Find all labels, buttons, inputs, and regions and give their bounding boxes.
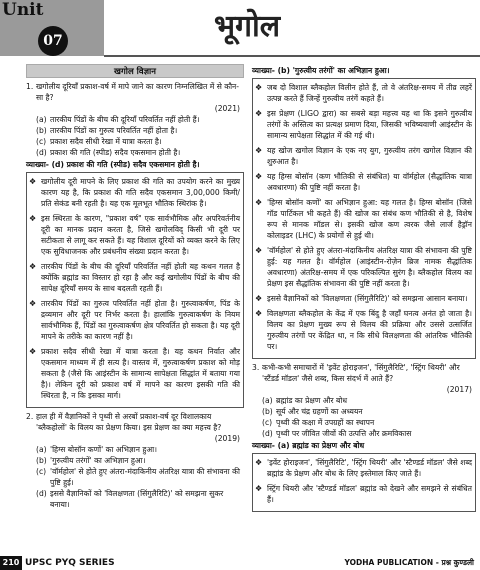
option: (d) प्रकाश की गति (स्पीड) सदैव एकसमान होती है। <box>36 148 181 157</box>
explanation-bullet: ❖ 'वॉर्महोल' से होते हुए अंतरा-मंदाकिनीय अंतरिक्ष यात्रा की संभावना की पुष्टि हुई: यह गलत है। वॉर्महोल (आइंस्टीन-रोज़ेन ब्रिज नामक सैद्धांतिक अवधारणा) अंतरिक्ष-समय में एक परिकल्पित सुरंग है। ब्लैकहोल विलय का प्रेक्षण इस सैद्धांतिक संभावना की पुष्टि नहीं करता है। <box>255 246 472 288</box>
option: (d) इससे वैज्ञानिकों को 'विलक्षणता (सिंगुलैरिटि)' को समझना सुकर बनाया। <box>36 489 224 509</box>
diamond-bullet-icon: ❖ <box>255 484 263 493</box>
option: (b) 'गुरुत्वीय तरंगों' का अभिज्ञान हुआ। <box>36 456 146 465</box>
question-1 <box>26 81 244 408</box>
question-year: (2019) <box>214 434 240 443</box>
page-footer <box>0 556 480 570</box>
answer-line: व्याख्या- (b) 'गुरुत्वीय तरंगों' का अभिज्ञान हुआ। <box>252 66 390 75</box>
explanation-bullet: ❖ विलक्षणता ब्लैकहोल के केंद्र में एक बिंदु है जहाँ घनत्व अनंत हो जाता है। विलय का प्रेक्षण मुख्य रूप से विलय की प्रक्रिया और उससे उत्सर्जित गुरुत्वीय तरंगों पर केंद्रित था, न कि सीधे विलक्षणता की आंतरिक भौतिकी पर। <box>255 309 472 351</box>
diamond-bullet-icon: ❖ <box>255 109 263 118</box>
question-text: कभी-कभी समाचारों में 'इवेंट होराइजन', 'सिंगुलैरिटि', 'स्ट्रिंग थियरी' और 'स्टैंडर्ड मॉडल' जैसे शब्द, किस संदर्भ में आते हैं? <box>262 363 460 383</box>
diamond-bullet-icon: ❖ <box>255 172 263 181</box>
publisher-name: YODHA PUBLICATION - प्रश्न कुण्डली <box>344 558 474 567</box>
question-year: (2017) <box>446 385 472 394</box>
explanation-bullet: ❖ 'इवेंट होराइजन', 'सिंगुलैरिटि', 'स्ट्रिंग थियरी' और 'स्टैण्डर्ड मॉडल' जैसे शब्द ब्रह्मांड के प्रेक्षण और बोध के लिए इस्तेमाल किए जाते हैं। <box>255 458 472 478</box>
diamond-bullet-icon: ❖ <box>255 309 263 318</box>
explanation-bullet: ❖ प्रकाश सदैव सीधी रेखा में यात्रा करता है। यह कथन निर्वात और एकसमान माध्यम में ही सत्य है। वास्तव में, गुरुत्वाकर्षण प्रकाश को मोड़ सकता है (जैसे कि आइंस्टीन के सामान्य सापेक्षता सिद्धांत में बताया गया है)। लेकिन दूरी को प्रकाश वर्ष में मापने का कारण इसकी गति की स्थिरता है, न कि इसका मार्ग। <box>29 347 240 400</box>
question-number: 1. <box>26 82 34 91</box>
explanation-bullet: ❖ इससे वैज्ञानिकों को 'विलक्षणता (सिंगुलैरिटि)' को समझना आसान बनाया। <box>255 294 468 303</box>
question-2 <box>26 411 244 510</box>
diamond-bullet-icon: ❖ <box>255 83 263 92</box>
explanation-bullet: ❖ इस स्थिरता के कारण, "प्रकाश वर्ष" एक सार्वभौमिक और अपरिवर्तनीय दूरी का मानक प्रदान करता है, जिसे खगोलविद् किसी भी दूरी पर सटीकता से लागू कर सकते हैं। यह विशाल दूरियों को व्यक्त करने के लिए एक सुविधाजनक और प्रबंधनीय संख्या प्रदान करता है। <box>29 214 240 256</box>
diamond-bullet-icon: ❖ <box>255 246 263 255</box>
section-title: खगोल विज्ञान <box>26 64 244 78</box>
explanation-box <box>26 172 244 408</box>
option: (a) ब्रह्मांड का प्रेक्षण और बोध <box>262 396 348 405</box>
diamond-bullet-icon: ❖ <box>29 262 37 271</box>
answer-line: व्याख्या- (d) प्रकाश की गति (स्पीड) सदैव एकसमान होती है। <box>26 160 200 169</box>
option: (d) पृथ्वी पर जीवित जीवों की उत्पत्ति और क्रमविकास <box>262 429 412 438</box>
series-title: UPSC PYQ SERIES <box>25 558 115 568</box>
header-divider <box>104 55 480 57</box>
question-year: (2021) <box>214 104 240 113</box>
explanation-bullet: ❖ यह खोज खगोल विज्ञान के एक नए युग, गुरुत्वीय तरंग खगोल विज्ञान की शुरुआत है। <box>255 146 472 166</box>
answer-line: व्याख्या- (a) ब्रह्मांड का प्रेक्षण और बोध <box>252 441 365 450</box>
option: (c) 'वॉर्महोल' से होते हुए अंतरा-मंदाकिनीय अंतरिक्ष यात्रा की संभावना की पुष्टि हुई। <box>36 467 240 487</box>
left-column <box>26 64 244 511</box>
explanation-bullet: ❖ इस प्रेक्षण (LIGO द्वारा) का सबसे बड़ा महत्त्व यह था कि इसने गुरुत्वीय तरंगों के अस्तित्व का प्रत्यक्ष प्रमाण दिया, जिसकी भविष्यवाणी आइंस्टीन के सामान्य सापेक्षता सिद्धांत में की गई थी। <box>255 109 472 140</box>
explanation-bullet: ❖ 'हिग्स बोसॉन कणों' का अभिज्ञान हुआ: यह गलत है। हिग्स बोसॉन (जिसे गॉड पार्टिकल भी कहते हैं) की खोज का संबंध कण भौतिकी से है, विशेष रूप से मानक मॉडल से। इसकी खोज कण त्वरक जैसे लार्ज हैड्रॉन कोलाइडर (LHC) के प्रयोगों से हुई थी। <box>255 198 472 240</box>
option: (b) सूर्य और चंद्र ग्रहणों का अध्ययन <box>262 407 363 416</box>
question-number: 3. <box>252 363 260 372</box>
explanation-box <box>252 78 476 359</box>
page-header <box>0 0 480 56</box>
explanation-bullet: ❖ तारकीय पिंडों के बीच की दूरियाँ परिवर्तित नहीं होती यह कथन गलत है क्योंकि ब्रह्मांड का विस्तार हो रहा है और कई खगोलीय पिंडों के बीच की सापेक्ष दूरियाँ समय के साथ बदलती रहती हैं। <box>29 262 240 293</box>
diamond-bullet-icon: ❖ <box>255 198 263 207</box>
diamond-bullet-icon: ❖ <box>255 146 263 155</box>
question-3 <box>252 362 476 512</box>
right-column <box>252 64 476 515</box>
explanation-bullet: ❖ खगोलीय दूरी मापने के लिए प्रकाश की गति का उपयोग करने का मुख्य कारण यह है, कि प्रकाश की गति सदैव एकसमान 3,00,000 किमी/प्रति सेकंड बनी रहती है। यह एक मूलभूत भौतिक स्थिरांक है। <box>29 177 240 208</box>
option: (c) पृथ्वी की कक्षा में उपग्रहों का स्थापन <box>262 418 375 427</box>
explanation-bullet: ❖ स्ट्रिंग थियरी और 'स्टैण्डर्ड मॉडल' ब्रह्मांड को देखने और समझने से संबंधित हैं। <box>255 484 472 504</box>
diamond-bullet-icon: ❖ <box>255 294 263 303</box>
question-number: 2. <box>26 412 34 421</box>
diamond-bullet-icon: ❖ <box>29 177 37 186</box>
diamond-bullet-icon: ❖ <box>29 214 37 223</box>
question-text: खगोलीय दूरियाँ प्रकाश-वर्ष में मापे जाने का कारण निम्नलिखित में से कौन-सा है? <box>36 82 240 102</box>
explanation-bullet: ❖ तारकीय पिंडों का गुरुत्व परिवर्तित नहीं होता है। गुरुत्वाकर्षण, पिंड के द्रव्यमान और दूरी पर निर्भर करता है। हालांकि गुरुत्वाकर्षण के नियम सार्वभौमिक हैं, पिंडों का गुरुत्वाकर्षण क्षेत्र परिवर्तित हो सकता है। यह दूरी मापने के तरीके का कारण नहीं है। <box>29 299 240 341</box>
unit-label: Unit <box>2 0 44 20</box>
option: (c) प्रकाश सदैव सीधी रेखा में यात्रा करता है। <box>36 137 162 146</box>
explanation-bullet: ❖ जब दो विशाल ब्लैकहोल विलीन होते हैं, तो वे अंतरिक्ष-समय में तीव्र लहरें उत्पन्न करते हैं जिन्हें गुरुत्वीय तरंगें कहते हैं। <box>255 83 472 103</box>
unit-box <box>0 0 104 56</box>
chapter-title: भूगोल <box>214 9 281 44</box>
diamond-bullet-icon: ❖ <box>29 299 37 308</box>
option: (b) तारकीय पिंडों का गुरुत्व परिवर्तित नहीं होता है। <box>36 126 178 135</box>
question-text: हाल ही में वैज्ञानिकों ने पृथ्वी से अरबों प्रकाश-वर्ष दूर विशालकाय 'ब्लैकहोलों' के विलय का प्रेक्षण किया। इस प्रेक्षण का क्या महत्त्व है? <box>36 412 222 432</box>
unit-number-badge: 07 <box>38 26 68 56</box>
option: (a) 'हिग्स बोसॉन कणों' का अभिज्ञान हुआ। <box>36 445 158 454</box>
explanation-bullet: ❖ यह हिग्स बोसॉन (कण भौतिकी से संबंधित) या वॉर्महोल (सैद्धांतिक यात्रा अवधारणा) की पुष्टि नहीं करता है। <box>255 172 472 192</box>
option: (a) तारकीय पिंडों के बीच की दूरियाँ परिवर्तित नहीं होती हैं। <box>36 115 200 124</box>
page-number: 210 <box>0 556 22 570</box>
explanation-box <box>252 453 476 512</box>
diamond-bullet-icon: ❖ <box>255 458 263 467</box>
diamond-bullet-icon: ❖ <box>29 347 37 356</box>
